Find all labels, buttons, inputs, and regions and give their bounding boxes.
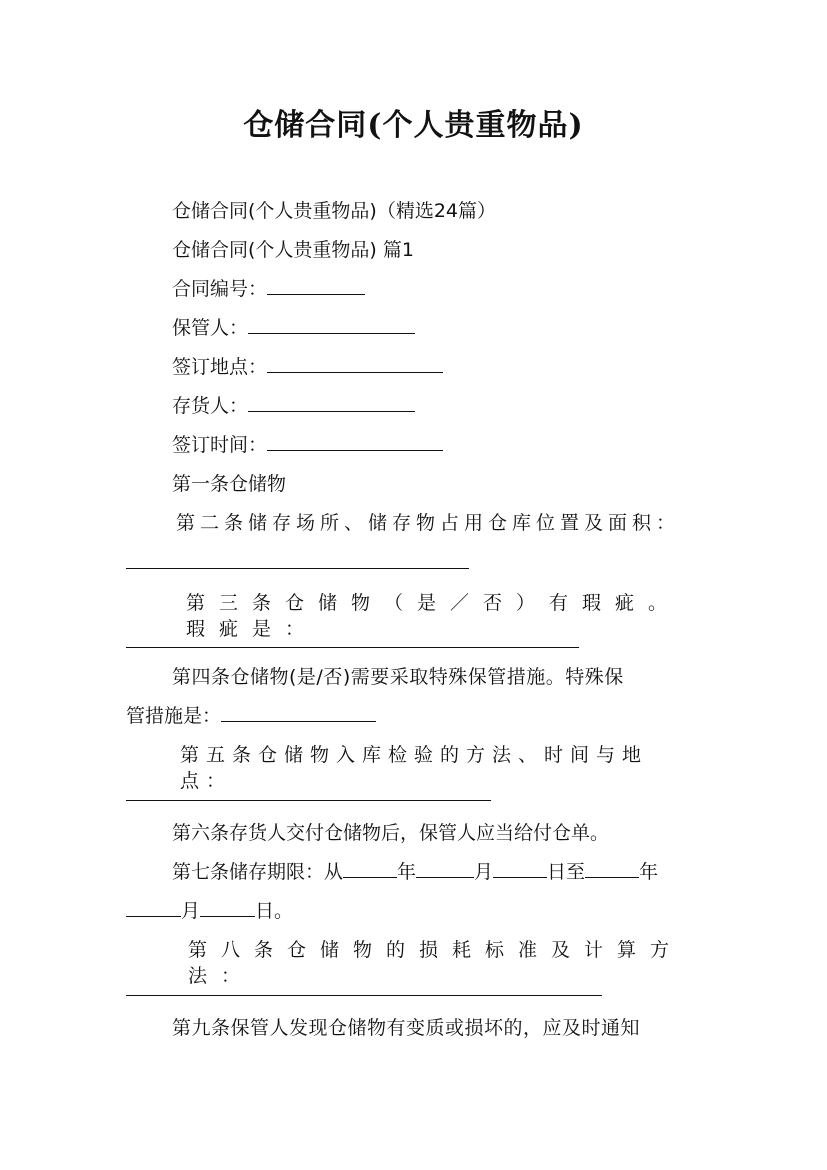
document-title: 仓储合同(个人贵重物品)	[243, 108, 584, 143]
article-1: 第一条仓储物	[172, 473, 287, 495]
article-2: 第二条储存场所、储存物占用仓库位置及面积：	[176, 512, 681, 534]
article-4-blank	[221, 703, 376, 722]
article-6: 第六条存货人交付仓储物后，保管人应当给付仓单。	[172, 822, 610, 844]
sign-place-blank	[267, 354, 443, 373]
depositor-field	[172, 393, 415, 419]
year-from-label: 年	[397, 861, 417, 883]
contract-number-label: 合同编号：	[172, 278, 268, 300]
sign-time-label: 签订时间：	[172, 434, 268, 456]
keeper-blank	[248, 315, 415, 334]
keeper-label: 保管人：	[172, 317, 249, 339]
article-4-label: 管措施是：	[126, 705, 222, 727]
depositor-label: 存货人：	[172, 395, 249, 417]
keeper-field	[172, 315, 415, 341]
day-to-label: 日至	[547, 861, 586, 883]
sign-time-field	[172, 432, 443, 458]
month-to-blank	[126, 898, 181, 917]
sign-time-blank	[267, 432, 443, 451]
day-to-blank	[200, 898, 255, 917]
contract-number-field	[172, 276, 365, 302]
article-7-line-1	[172, 859, 658, 885]
article-4-line-2	[126, 703, 376, 729]
article-4-line-1: 第四条仓储物(是/否)需要采取特殊保管措施。特殊保	[172, 666, 624, 688]
year-to-label: 年	[639, 861, 659, 883]
month-from-label: 月	[474, 861, 494, 883]
year-from-blank	[343, 859, 397, 878]
article-2-blank	[126, 568, 469, 569]
month-from-blank	[416, 859, 474, 878]
chapter-heading: 仓储合同(个人贵重物品) 篇1	[172, 239, 414, 261]
day-end-label: 日。	[255, 900, 294, 922]
sign-place-label: 签订地点：	[172, 356, 268, 378]
article-5-blank	[126, 800, 491, 801]
day-from-blank	[493, 859, 547, 878]
depositor-blank	[248, 393, 415, 412]
article-9: 第九条保管人发现仓储物有变质或损坏的，应及时通知	[172, 1017, 641, 1039]
month-to-label: 月	[181, 900, 201, 922]
contract-number-blank	[267, 276, 365, 295]
year-to-blank	[585, 859, 639, 878]
article-8: 第八条仓储物的损耗标准及计算方法：	[188, 939, 684, 987]
article-3: 第三条仓储物（是／否）有瑕疵。瑕疵是：	[186, 592, 682, 640]
sign-place-field	[172, 354, 443, 380]
article-7-prefix: 第七条储存期限：从	[172, 861, 344, 883]
article-8-blank	[126, 995, 602, 996]
intro-line: 仓储合同(个人贵重物品)（精选24篇）	[172, 200, 497, 222]
article-7-line-2	[126, 898, 293, 924]
article-5: 第五条仓储物入库检验的方法、时间与地点：	[180, 744, 649, 792]
article-3-blank	[126, 647, 579, 648]
